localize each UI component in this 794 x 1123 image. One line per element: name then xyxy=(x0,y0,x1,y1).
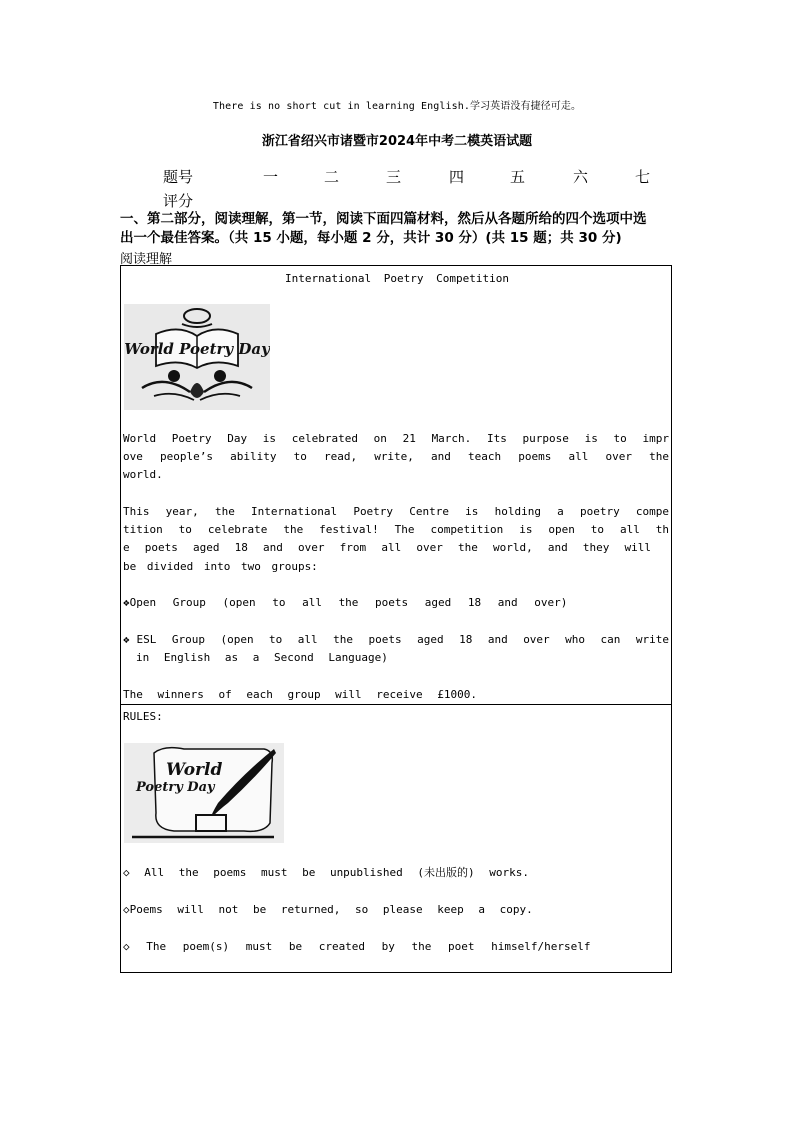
bullet-esl-group-line-2: in English as a Second Language) xyxy=(136,651,388,664)
score-col-2: 二 xyxy=(324,168,340,186)
score-table-score-label: 评分 xyxy=(163,192,194,210)
score-col-3: 三 xyxy=(386,168,402,186)
bullet-open-group: ❖Open Group (open to all the poets aged 18 and over) xyxy=(123,596,568,609)
instructions-line-2: 出一个最佳答案。（共 15 小题，每小题 2 分，共计 30 分）(共 15 题；共 30 分) xyxy=(120,230,622,246)
paragraph-1-line-2: ove people’s ability to read, write, and teach poems all over the xyxy=(123,450,669,463)
logo1-text: World Poetry Day xyxy=(124,340,270,358)
passage-box-main xyxy=(120,265,672,705)
paragraph-1-line-3: world. xyxy=(123,468,163,481)
logo2-text-line-1: World xyxy=(166,760,223,780)
passage-box-rules xyxy=(120,704,672,973)
section-label: 阅读理解 xyxy=(120,252,173,267)
poetry-day-quill-logo xyxy=(124,743,284,843)
bullet-esl-group-line-1: ❖ESL Group (open to all the poets aged 18 and over who can write xyxy=(123,633,669,646)
instructions-line-1: 一、第二部分，阅读理解，第一节，阅读下面四篇材料，然后从各题所给的四个选项中选 xyxy=(120,211,647,227)
world-poetry-day-logo xyxy=(124,304,270,410)
rule-3: ◇ The poem(s) must be created by the poet himself/herself xyxy=(123,940,591,953)
paragraph-2-line-2: tition to celebrate the festival! The competition is open to all th xyxy=(123,523,669,536)
paragraph-1-line-1: World Poetry Day is celebrated on 21 March. Its purpose is to impr xyxy=(123,432,669,445)
passage-title: International Poetry Competition xyxy=(285,272,509,285)
header-motto: There is no short cut in learning English.学习英语没有捷径可走。 xyxy=(212,101,582,112)
winners-text: The winners of each group will receive £1000. xyxy=(123,688,478,701)
section-instructions xyxy=(120,210,680,248)
score-col-6: 六 xyxy=(573,168,589,186)
paragraph-2-line-1: This year, the International Poetry Centre is holding a poetry compe xyxy=(123,505,669,518)
logo2-text-line-2: Poetry Day xyxy=(136,780,215,795)
paragraph-2-line-3: e poets aged 18 and over from all over the world, and they will xyxy=(123,541,651,554)
score-col-7: 七 xyxy=(635,168,651,186)
score-col-5: 五 xyxy=(510,168,526,186)
page-title: 浙江省绍兴市诸暨市2024年中考二模英语试题 xyxy=(261,134,533,149)
score-col-1: 一 xyxy=(263,168,279,186)
rule-1: ◇ All the poems must be unpublished (未出版的) works. xyxy=(123,866,530,879)
score-col-4: 四 xyxy=(449,168,465,186)
paragraph-2-line-4: be divided into two groups: xyxy=(123,560,318,573)
score-table-number-label: 题号 xyxy=(163,168,194,186)
rules-label: RULES: xyxy=(123,710,163,723)
rule-2: ◇Poems will not be returned, so please keep a copy. xyxy=(123,903,533,916)
score-table-header xyxy=(163,166,663,190)
